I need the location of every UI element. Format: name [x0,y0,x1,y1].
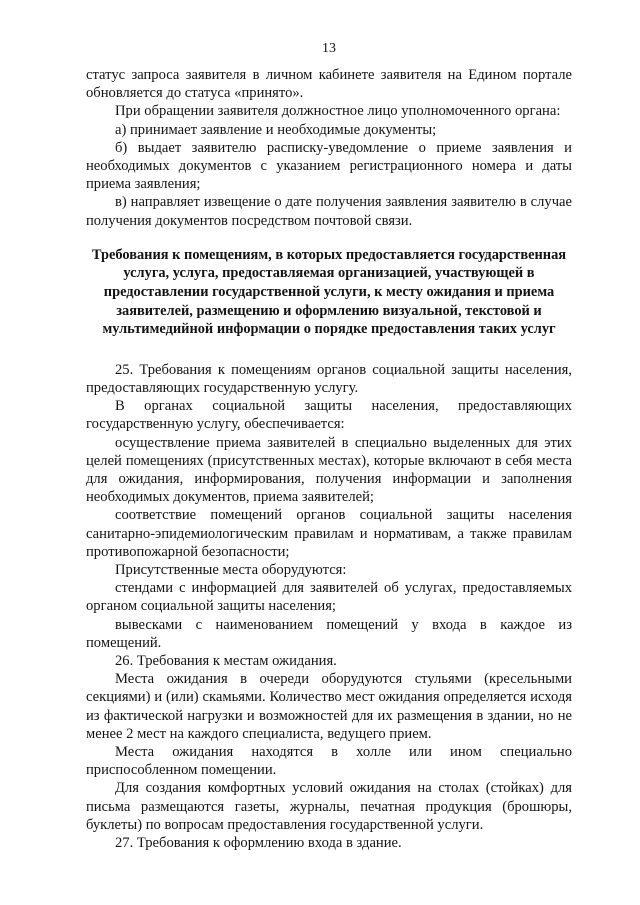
paragraph: стендами с информацией для заявителей об услугах, предоставляемых органом социальной защиты населения; [86,580,572,615]
list-item-c: в) направляет извещение о дате получения заявления заявителю в случае получения документов посредством почтовой связи. [86,194,572,229]
paragraph: осуществление приема заявителей в специально выделенных для этих целей помещениях (присутственных местах), которые включают в себя места для ожидания, информирования, получения информации и заполнения необходимых документов, приема заявителей; [86,434,572,506]
paragraph: Присутственные места оборудуются: [115,562,347,579]
paragraph: Места ожидания в очереди оборудуются стульями (кресельными секциями) и (или) скамьями. Количество мест ожидания определяется исходя из фактической нагрузки и возможностей для их размещения в здании, но не менее 2 мест на каждого специалиста, ведущего прием. [86,671,572,742]
paragraph: Места ожидания находятся в холле или ином специально приспособленном помещении. [86,744,572,779]
list-item-b: б) выдает заявителю расписку-уведомление о приеме заявления и необходимых документов с указанием регистрационного номера и даты приема заявления; [86,139,572,193]
paragraph: Для создания комфортных условий ожидания на столах (стойках) для письма размещаются газеты, журналы, печатная продукция (брошюры, буклеты) по вопросам предоставления государственной услуги. [86,780,572,833]
paragraph: статус запроса заявителя в личном кабинете заявителя на Едином портале обновляется до статуса «принято». [86,67,572,102]
paragraph-27: 27. Требования к оформлению входа в здание. [115,835,402,852]
paragraph-26: 26. Требования к местам ожидания. [115,653,337,670]
paragraph: При обращении заявителя должностное лицо уполномоченного органа: [115,103,561,120]
list-item-a: а) принимает заявление и необходимые документы; [115,121,437,138]
paragraph-25: 25. Требования к помещениям органов социальной защиты населения, предоставляющих государственную услугу. [86,361,572,396]
paragraph: вывесками с наименованием помещений у входа в каждое из помещений. [86,616,572,651]
section-heading: Требования к помещениям, в которых предоставляется государственная услуга, услуга, предоставляемая организацией, участвующей в предоставлении государственной услуги, к месту ожидания и приема заявителей, размещению и оформлению визуальной, текстовой и мультимедийной информации о порядке предоставления таких услуг [91,246,567,338]
paragraph: соответствие помещений органов социальной защиты населения санитарно-эпидемиологическим правилам и нормативам, а также правилам противопожарной безопасности; [86,507,572,560]
page-number: 13 [322,41,336,56]
paragraph: В органах социальной защиты населения, предоставляющих государственную услугу, обеспечивается: [86,398,572,433]
